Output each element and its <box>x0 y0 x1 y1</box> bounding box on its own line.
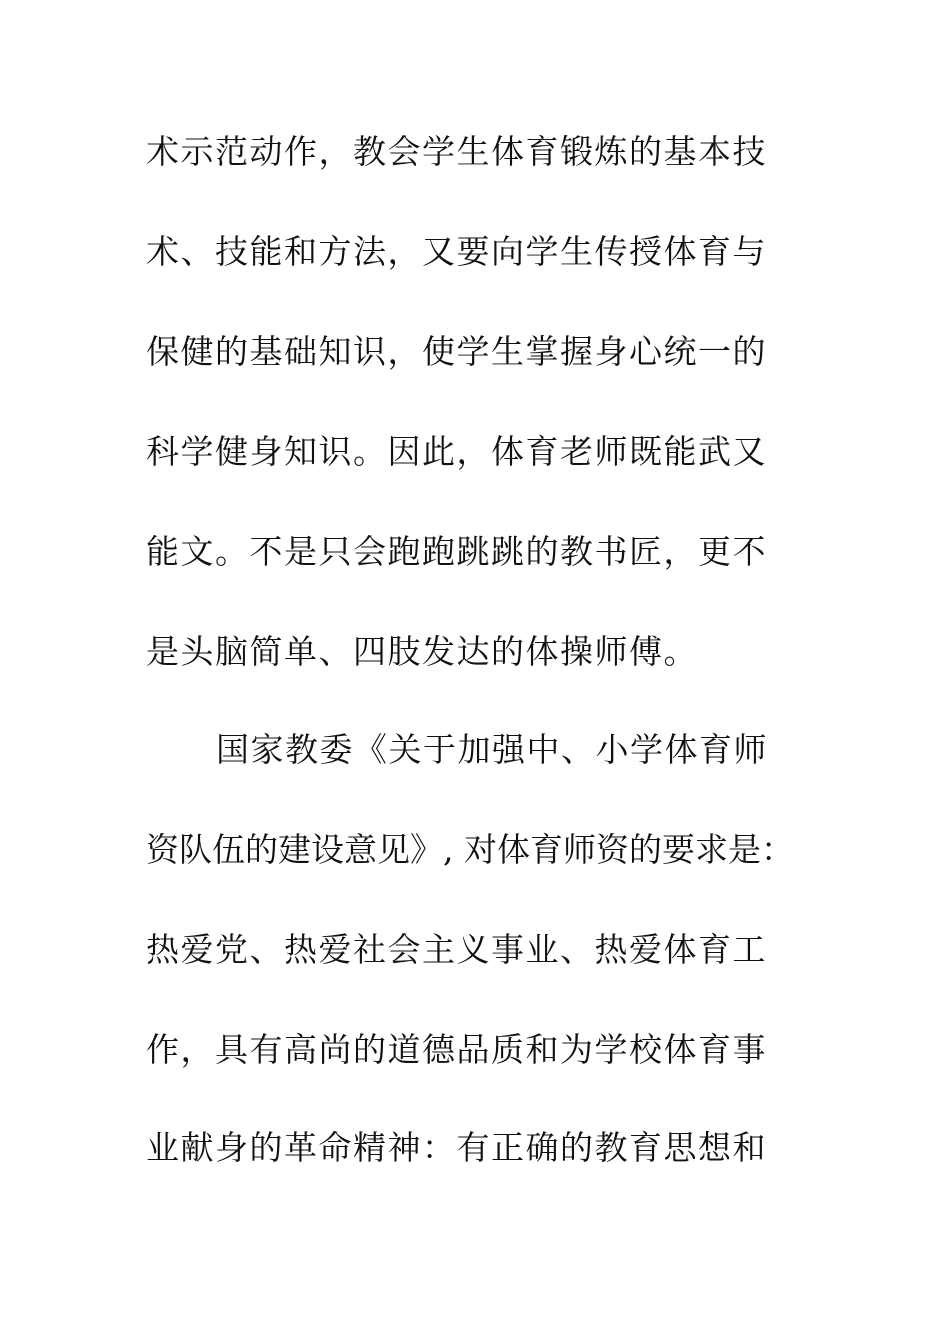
text-line: 科学健身知识。因此，体育老师既能武又 <box>146 432 767 471</box>
text-line: 资队伍的建设意见》, 对体育师资的要求是： <box>146 830 794 869</box>
text-line: 术、技能和方法，又要向学生传授体育与 <box>146 232 767 271</box>
text-line: 能文。不是只会跑跑跳跳的教书匠，更不 <box>146 532 767 571</box>
text-line: 热爱党、热爱社会主义事业、热爱体育工 <box>146 930 767 969</box>
paragraph-first-line: 国家教委《关于加强中、小学体育师 <box>216 730 768 769</box>
text-line: 业献身的革命精神：有正确的教育思想和 <box>146 1128 767 1167</box>
text-line: 是头脑简单、四肢发达的体操师傅。 <box>146 632 698 671</box>
text-line: 作，具有高尚的道德品质和为学校体育事 <box>146 1030 767 1069</box>
text-line: 术示范动作，教会学生体育锻炼的基本技 <box>146 132 767 171</box>
text-line: 保健的基础知识，使学生掌握身心统一的 <box>146 332 767 371</box>
